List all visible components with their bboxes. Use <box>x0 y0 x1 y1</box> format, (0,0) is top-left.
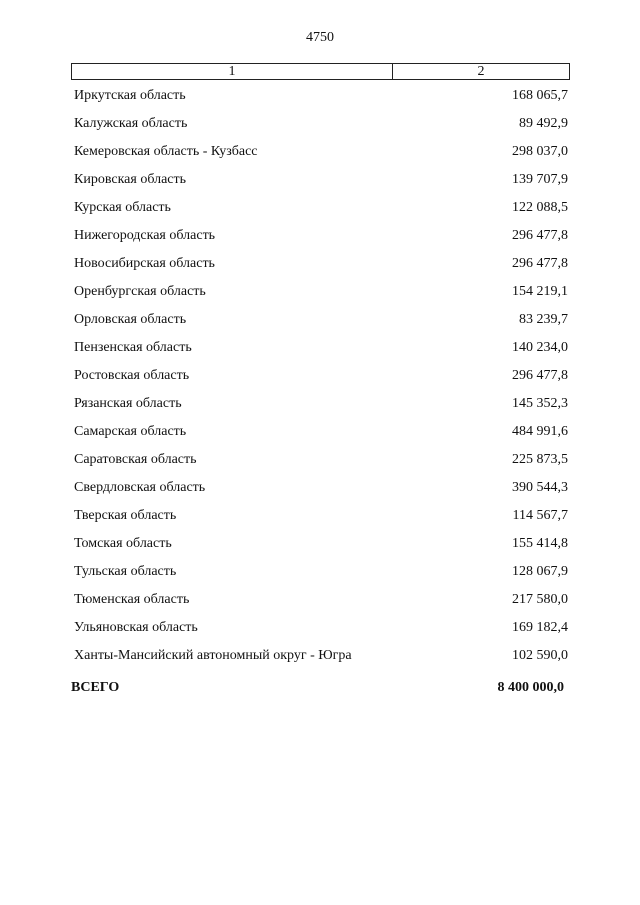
table-row <box>74 366 568 394</box>
region-amount: 102 590,0 <box>512 648 568 663</box>
region-name: Саратовская область <box>74 452 197 467</box>
region-name: Кемеровская область - Кузбасс <box>74 144 258 159</box>
region-amount: 169 182,4 <box>512 620 568 635</box>
region-amount: 168 065,7 <box>512 88 568 103</box>
region-amount: 140 234,0 <box>512 340 568 355</box>
region-amount: 217 580,0 <box>512 592 568 607</box>
table-row <box>74 338 568 366</box>
region-amount: 390 544,3 <box>512 480 568 495</box>
region-amount: 122 088,5 <box>512 200 568 215</box>
region-name: Свердловская область <box>74 480 206 495</box>
region-name: Томская область <box>74 536 172 551</box>
table-row <box>74 394 568 422</box>
region-name: Тюменская область <box>74 592 190 607</box>
region-amount: 296 477,8 <box>512 228 568 243</box>
region-name: Рязанская область <box>74 396 182 411</box>
region-amount: 114 567,7 <box>512 508 568 523</box>
table-row <box>74 170 568 198</box>
total-label: ВСЕГО <box>71 680 120 695</box>
region-amount: 154 219,1 <box>512 284 568 299</box>
region-amount: 296 477,8 <box>512 256 568 271</box>
region-name: Оренбургская область <box>74 284 206 299</box>
region-name: Ростовская область <box>74 368 190 383</box>
table-row <box>74 282 568 310</box>
table-row <box>74 142 568 170</box>
table-row <box>74 478 568 506</box>
table-row <box>74 226 568 254</box>
table-row <box>74 506 568 534</box>
region-name: Орловская область <box>74 312 187 327</box>
table-row <box>74 646 568 674</box>
region-amount: 298 037,0 <box>512 144 568 159</box>
region-amount: 128 067,9 <box>512 564 568 579</box>
column-header-1: 1 <box>72 64 393 79</box>
region-amount: 296 477,8 <box>512 368 568 383</box>
table-row <box>74 114 568 142</box>
table-row <box>74 618 568 646</box>
region-amount: 145 352,3 <box>512 396 568 411</box>
table-row <box>74 590 568 618</box>
table-row <box>74 254 568 282</box>
table-row <box>74 562 568 590</box>
table-row <box>74 310 568 338</box>
table-body <box>74 86 568 674</box>
region-amount: 89 492,9 <box>519 116 568 131</box>
region-amount: 155 414,8 <box>512 536 568 551</box>
region-amount: 484 991,6 <box>512 424 568 439</box>
region-name: Курская область <box>74 200 171 215</box>
region-name: Ханты-Мансийский автономный округ - Югра <box>74 648 352 663</box>
total-row <box>71 678 564 698</box>
region-name: Калужская область <box>74 116 188 131</box>
region-name: Кировская область <box>74 172 187 187</box>
region-amount: 83 239,7 <box>519 312 568 327</box>
column-header-2: 2 <box>477 64 485 79</box>
region-name: Пензенская область <box>74 340 192 355</box>
region-name: Самарская область <box>74 424 187 439</box>
region-name: Тверская область <box>74 508 177 523</box>
region-name: Новосибирская область <box>74 256 215 271</box>
region-name: Тульская область <box>74 564 177 579</box>
region-name: Нижегородская область <box>74 228 216 243</box>
table-row <box>74 198 568 226</box>
table-header <box>71 63 570 80</box>
table-row <box>74 86 568 114</box>
region-amount: 139 707,9 <box>512 172 568 187</box>
region-name: Ульяновская область <box>74 620 198 635</box>
table-row <box>74 422 568 450</box>
region-name: Иркутская область <box>74 88 186 103</box>
total-amount: 8 400 000,0 <box>497 680 564 695</box>
page-number: 4750 <box>306 30 334 45</box>
region-amount: 225 873,5 <box>512 452 568 467</box>
table-row <box>74 450 568 478</box>
table-row <box>74 534 568 562</box>
